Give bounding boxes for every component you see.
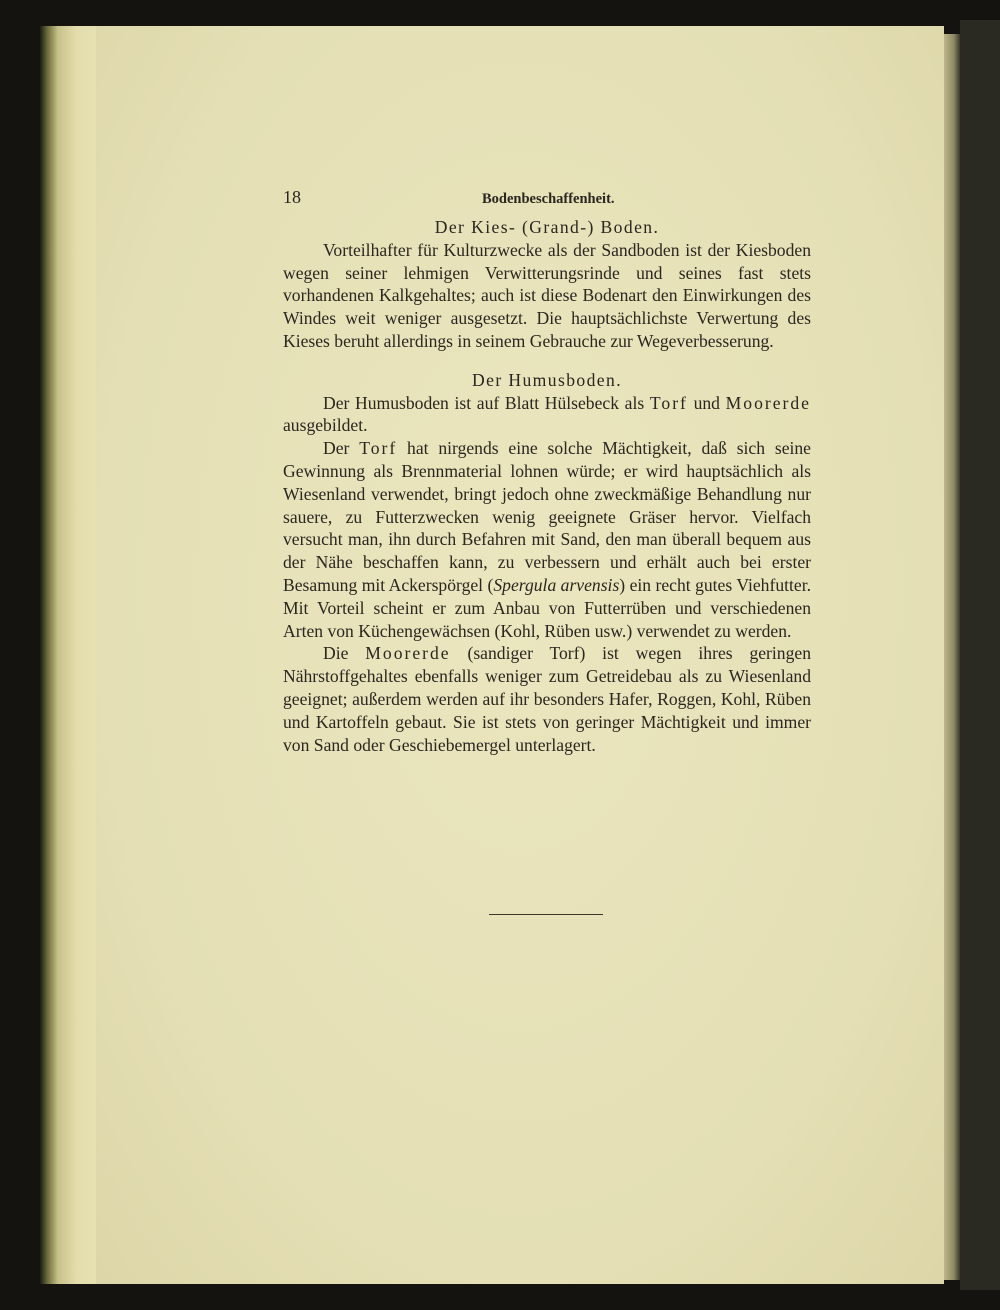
section-heading-kiesboden: Der Kies- (Grand-) Boden.	[434, 217, 660, 237]
end-rule	[489, 914, 603, 915]
text-run: Der Humusboden ist auf Blatt Hülsebeck als	[323, 392, 650, 413]
running-head	[283, 184, 811, 214]
book-edge-left	[40, 26, 100, 1284]
text-run: (sandiger Torf) ist wegen ihres geringen Nährstoffgehaltes ebenfalls weniger zum Getreidebau als zu Wiesenland geeignet; außerdem werden auf ihr besonders Hafer, Roggen, Kohl, Rüben und Kartoffeln gebaut. Sie ist stets von geringer Mächtigkeit und immer von Sand oder Geschiebemergel unterlagert.	[283, 643, 811, 755]
paragraph-torf	[283, 437, 811, 642]
text-run: Der	[323, 438, 360, 459]
term-torf: Torf	[649, 392, 688, 413]
page-right-edge	[944, 34, 960, 1280]
latin-name: Spergula arvensis	[493, 574, 620, 595]
running-title: Bodenbeschaffenheit.	[482, 191, 615, 207]
text-run: ausgebildet.	[283, 415, 368, 436]
paragraph-humusboden-intro	[283, 392, 811, 438]
page-number: 18	[283, 187, 301, 207]
text-run: Die	[323, 643, 366, 664]
text-run: und	[687, 392, 726, 413]
term-moorerde: Moorerde	[725, 392, 811, 413]
book-binding	[960, 20, 1000, 1290]
term-moorerde: Moorerde	[365, 643, 451, 664]
text-run: hat nirgends eine solche Mächtigkeit, daß sich seine Gewinnung als Brennmaterial lohnen würde; er wird hauptsächlich als Wiesenland verwendet, bringt jedoch ohne zweckmäßige Behandlung nur sauere, zu Futterzwecken wenig geeignete Gräser hervor. Vielfach versucht man, ihn durch Befahren mit Sand, den man überall bequem aus der Nähe beschaffen kann, zu verbessern und erhält auch bei erster Besamung mit Ackerspörgel (	[283, 438, 811, 595]
paragraph-kiesboden: Vorteilhafter für Kulturzwecke als der Sandboden ist der Kiesboden wegen seiner lehmigen Verwitterungsrinde und seines fast stets vorhandenen Kalkgehaltes; auch ist diese Bodenart den Einwirkungen des Windes weit weniger ausgesetzt. Die hauptsächlichste Verwertung des Kieses beruht allerdings in seinem Gebrauche zur Wegeverbesserung.	[283, 239, 811, 351]
paragraph-moorerde	[283, 642, 811, 756]
term-torf: Torf	[359, 438, 398, 459]
section-heading-humusboden: Der Humusboden.	[472, 369, 622, 390]
page-content	[283, 184, 811, 756]
text-run: ) ein recht gutes Viehfutter. Mit Vorteil scheint er zum Anbau von Futterrüben und verschiedenen Arten von Küchengewächsen (Kohl, Rüben usw.) verwendet zu werden.	[283, 574, 811, 641]
